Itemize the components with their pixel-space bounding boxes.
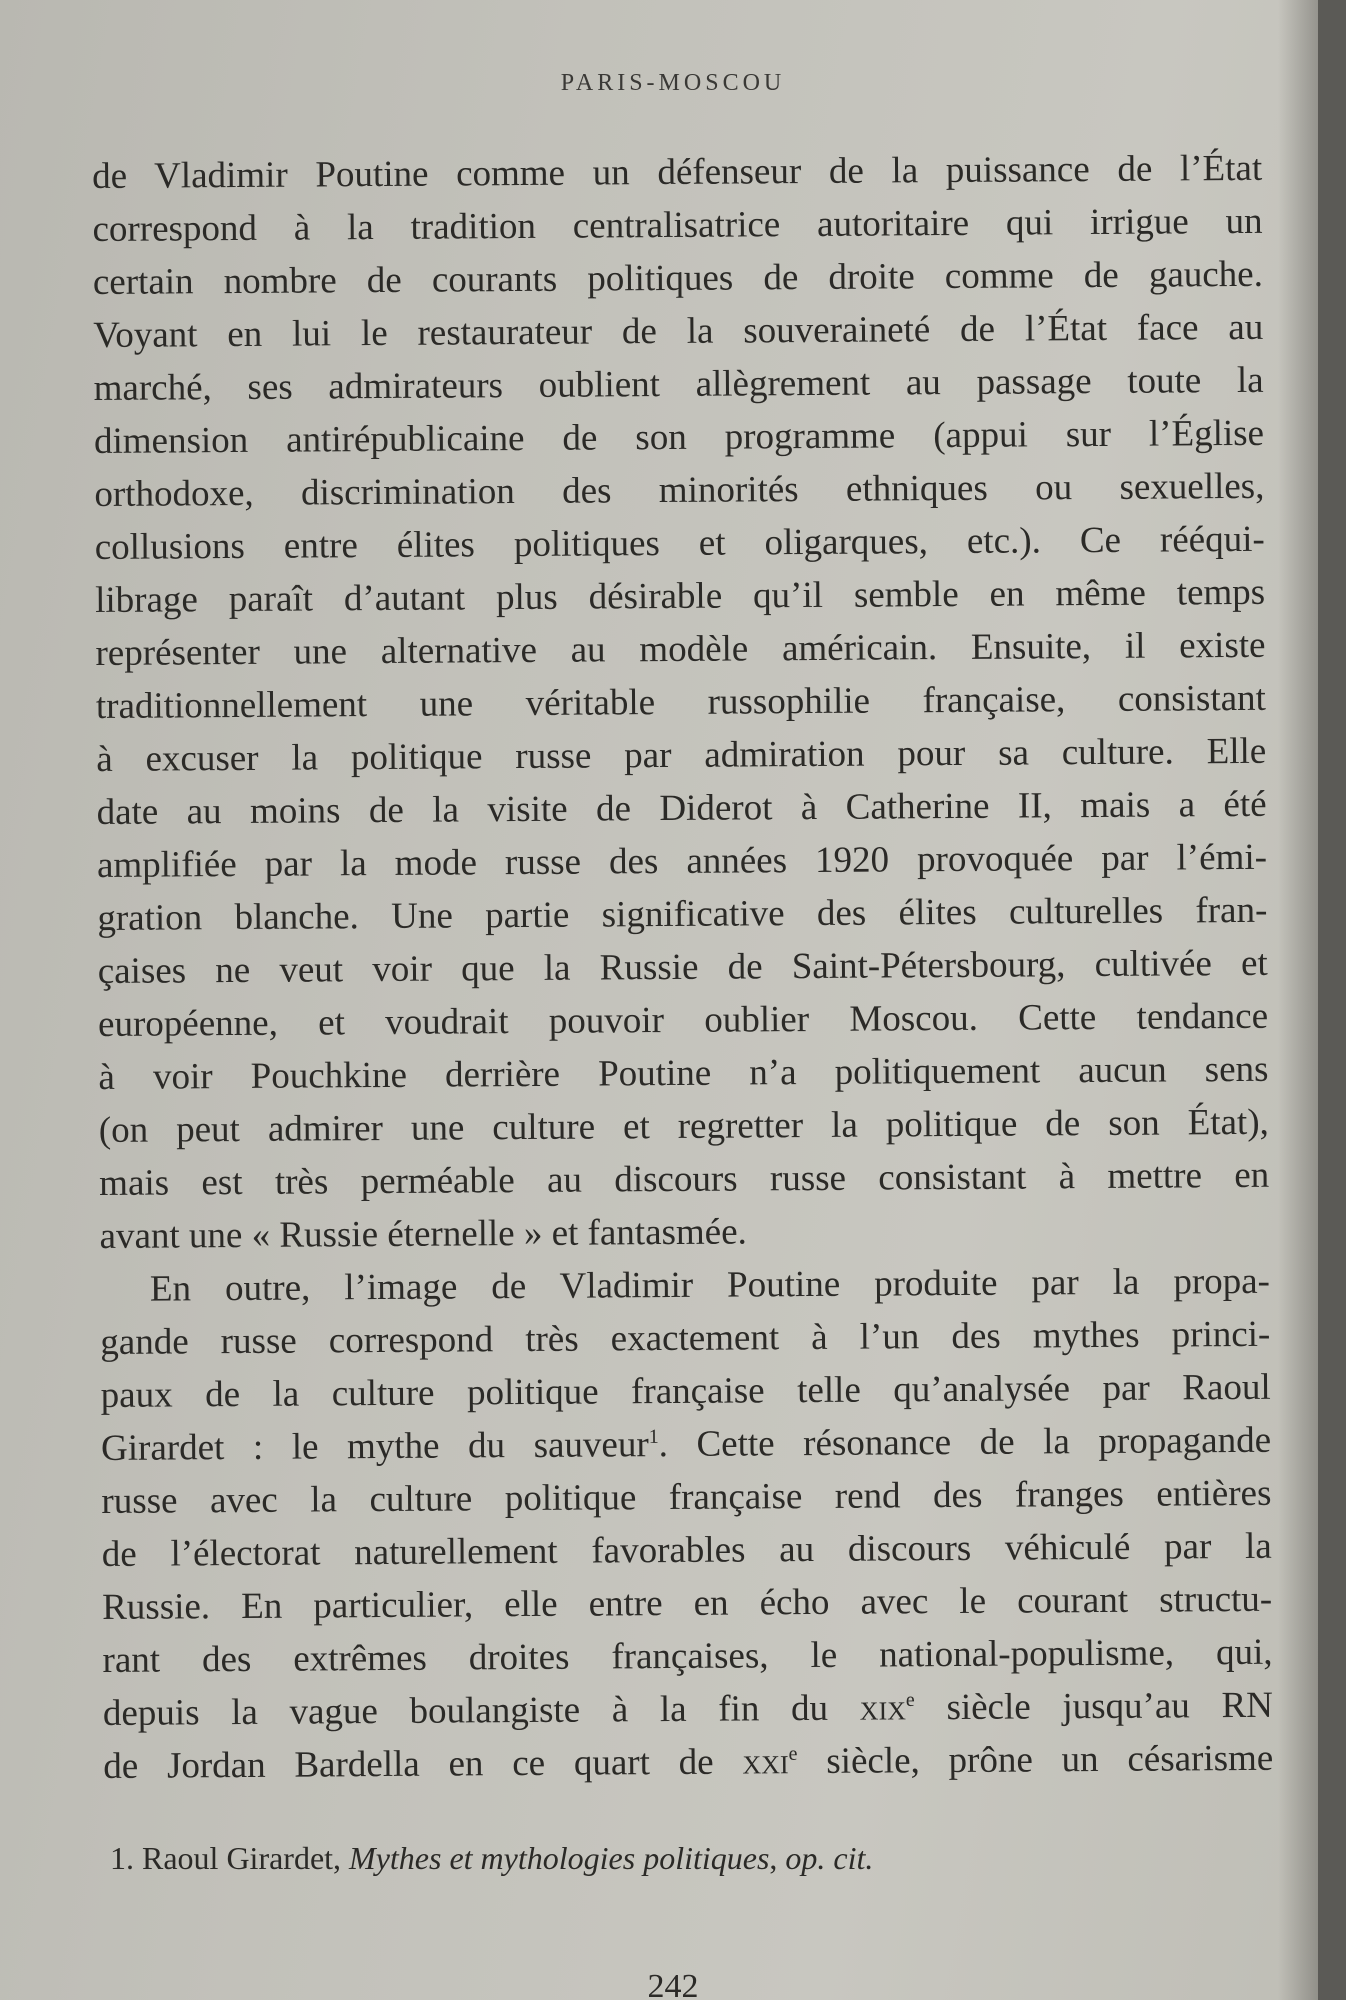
text-line: librage paraît d’autant plus désirable qu’il semble en même temps [95, 571, 1266, 621]
text-segment: depuis la vague boulangiste à la fin du [102, 1687, 829, 1734]
text-segment: siècle jusqu’au RN [914, 1684, 1274, 1729]
text-line: collusions entre élites politiques et oligarques, etc.). Ce rééqui- [94, 518, 1265, 568]
page-edge-shadow [1278, 0, 1318, 2000]
text-line: Russie. En particulier, elle entre en écho avec le courant structu- [102, 1578, 1273, 1628]
running-head: PARIS-MOSCOU [560, 70, 786, 96]
body-text [92, 142, 1273, 1793]
text-line [103, 1732, 1273, 1793]
text-line: Voyant en lui le restaurateur de la souveraineté de l’État face au [93, 306, 1264, 356]
footnote-author: Raoul Girardet, [142, 1840, 342, 1876]
text-line: En outre, l’image de Vladimir Poutine produite par la propa- [149, 1260, 1271, 1310]
text-line: de Vladimir Poutine comme un défenseur de la puissance de l’État [92, 147, 1263, 197]
text-line: date au moins de la visite de Diderot à Catherine II, mais a été [96, 783, 1267, 833]
text-line: européenne, et voudrait pouvoir oublier Moscou. Cette tendance [97, 995, 1269, 1045]
text-line: marché, ses admirateurs oublient allègrement au passage toute la [93, 359, 1264, 409]
text-line: gande russe correspond très exactement à l’un des mythes princi- [100, 1313, 1271, 1363]
text-line: à voir Pouchkine derrière Poutine n’a politiquement aucun sens [98, 1048, 1269, 1098]
century-numeral: xix [859, 1687, 907, 1729]
page-number: 242 [647, 1968, 699, 2000]
footnote [110, 1840, 873, 1877]
text-line: mais est très perméable au discours russe consistant à mettre en [99, 1154, 1270, 1204]
footnote-reference: op. cit. [785, 1840, 874, 1876]
text-line: représenter une alternative au modèle américain. Ensuite, il existe [95, 624, 1266, 674]
text-segment: siècle, prône un césarisme [797, 1737, 1274, 1783]
text-line: (on peut admirer une culture et regretter la politique de son État), [98, 1101, 1269, 1151]
text-line: de l’électorat naturellement favorables au discours véhiculé par la [101, 1525, 1272, 1575]
century-numeral: xxi [742, 1741, 789, 1783]
text-line: çaises ne veut voir que la Russie de Saint-Pétersbourg, cultivée et [97, 942, 1268, 992]
text-line: russe avec la culture politique française rend des franges entières [101, 1472, 1272, 1522]
text-segment: . Cette résonance de la propagande [658, 1419, 1272, 1466]
text-line: dimension antirépublicaine de son programme (appui sur l’Église [93, 412, 1265, 462]
superscript: e [788, 1742, 798, 1765]
text-line: orthodoxe, discrimination des minorités ethniques ou sexuelles, [94, 465, 1265, 515]
text-line: rant des extrêmes droites françaises, le national-populisme, qui, [102, 1631, 1273, 1681]
text-line: traditionnellement une véritable russophilie française, consistant [95, 677, 1266, 727]
text-line: correspond à la tradition centralisatrice autoritaire qui irrigue un [92, 200, 1263, 250]
text-line [103, 1679, 1273, 1740]
footnote-number: 1. [110, 1840, 134, 1876]
text-segment: de Jordan Bardella en ce quart de [103, 1741, 714, 1787]
text-line: amplifiée par la mode russe des années 1920 provoquée par l’émi- [96, 836, 1268, 886]
text-segment: Girardet : le mythe du sauveur [100, 1424, 649, 1469]
text-line: à excuser la politique russe par admiration pour sa culture. Elle [96, 730, 1267, 780]
text-line: paux de la culture politique française telle qu’analysée par Raoul [100, 1366, 1271, 1416]
text-line: avant une « Russie éternelle » et fantasmée. [99, 1211, 747, 1257]
superscript: e [905, 1688, 915, 1712]
text-line [101, 1414, 1271, 1475]
footnote-ref: 1 [648, 1425, 659, 1448]
footnote-title: Mythes et mythologies politiques [349, 1840, 770, 1876]
text-line: gration blanche. Une partie significative des élites culturelles fran- [97, 889, 1268, 939]
text-line: certain nombre de courants politiques de droite comme de gauche. [92, 253, 1264, 303]
footnote-separator: , [769, 1840, 778, 1876]
